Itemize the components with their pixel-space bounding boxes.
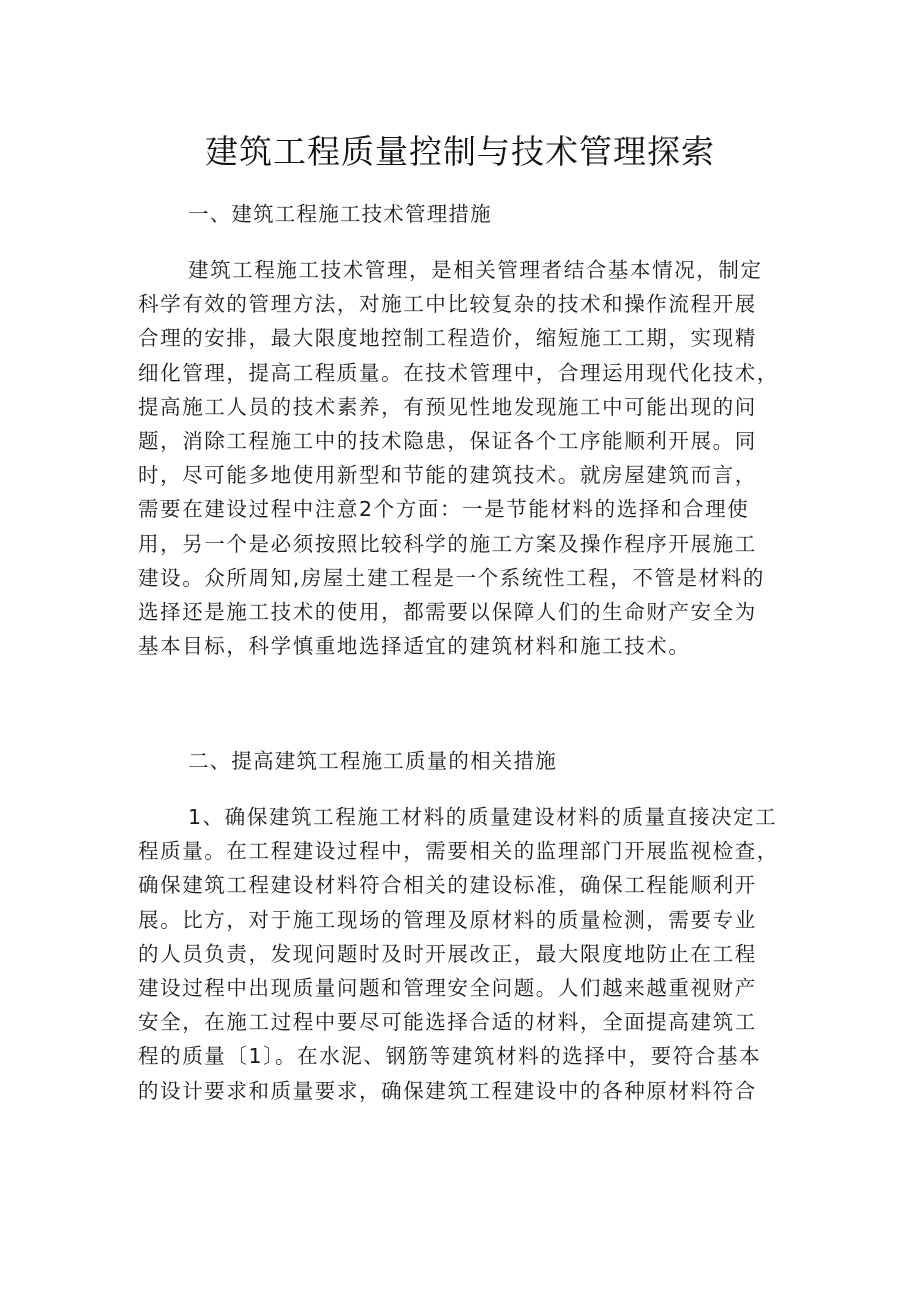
paragraph-line: 基本目标，科学慎重地选择适宜的建筑材料和施工技术。: [138, 634, 691, 659]
paragraph-line: 1、确保建筑工程施工材料的质量建设材料的质量直接决定工: [188, 805, 778, 829]
paragraph-line: 的人员负责，发现问题时及时开展改正，最大限度地防止在工程: [138, 941, 757, 966]
paragraph-line: 展。比方，对于施工现场的管理及原材料的质量检测，需要专业: [138, 907, 757, 932]
paragraph-line: 建设过程中出现质量问题和管理安全问题。人们越来越重视财产: [138, 975, 757, 1000]
paragraph-line: 程的质量〔1〕。在水泥、钢筋等建筑材料的选择中，要符合基本: [138, 1044, 762, 1069]
paragraph-line: 确保建筑工程建设材料符合相关的建设标准，确保工程能顺利开: [138, 873, 757, 898]
paragraph-line: 选择还是施工技术的使用，都需要以保障人们的生命财产安全为: [138, 599, 757, 624]
paragraph-line: 的设计要求和质量要求，确保建筑工程建设中的各种原材料符合: [138, 1078, 757, 1103]
paragraph-line: 用，另一个是必须按照比较科学的施工方案及操作程序开展施工: [138, 531, 757, 556]
paragraph-line: 题，消除工程施工中的技术隐患，保证各个工序能顺利开展。同: [138, 428, 757, 453]
section-heading-1: 一、建筑工程施工技术管理措施: [188, 202, 492, 226]
section-heading-2: 二、提高建筑工程施工质量的相关措施: [188, 749, 557, 773]
paragraph-line: 安全，在施工过程中要尽可能选择合适的材料，全面提高建筑工: [138, 1010, 757, 1035]
paragraph-line: 细化管理，提高工程质量。在技术管理中，合理运用现代化技术，: [138, 360, 779, 385]
paragraph-line: 建筑工程施工技术管理，是相关管理者结合基本情况，制定: [188, 258, 763, 282]
paragraph-line: 合理的安排，最大限度地控制工程造价，缩短施工工期，实现精: [138, 326, 757, 351]
paragraph-line: 提高施工人员的技术素养，有预见性地发现施工中可能出现的问: [138, 394, 757, 419]
paragraph-line: 科学有效的管理方法，对施工中比较复杂的技术和操作流程开展: [138, 292, 757, 317]
paragraph-1: [138, 253, 790, 663]
paragraph-line: 程质量。在工程建设过程中，需要相关的监理部门开展监视检查，: [138, 839, 779, 864]
paragraph-line: 建设。众所周知,房屋土建工程是一个系统性工程，不管是材料的: [138, 565, 765, 590]
paragraph-2: [138, 800, 790, 1108]
paragraph-line: 时，尽可能多地使用新型和节能的建筑技术。就房屋建筑而言，: [138, 463, 757, 488]
document-title: 建筑工程质量控制与技术管理探索: [205, 132, 715, 171]
paragraph-line: 需要在建设过程中注意2个方面：一是节能材料的选择和合理使: [138, 497, 750, 522]
